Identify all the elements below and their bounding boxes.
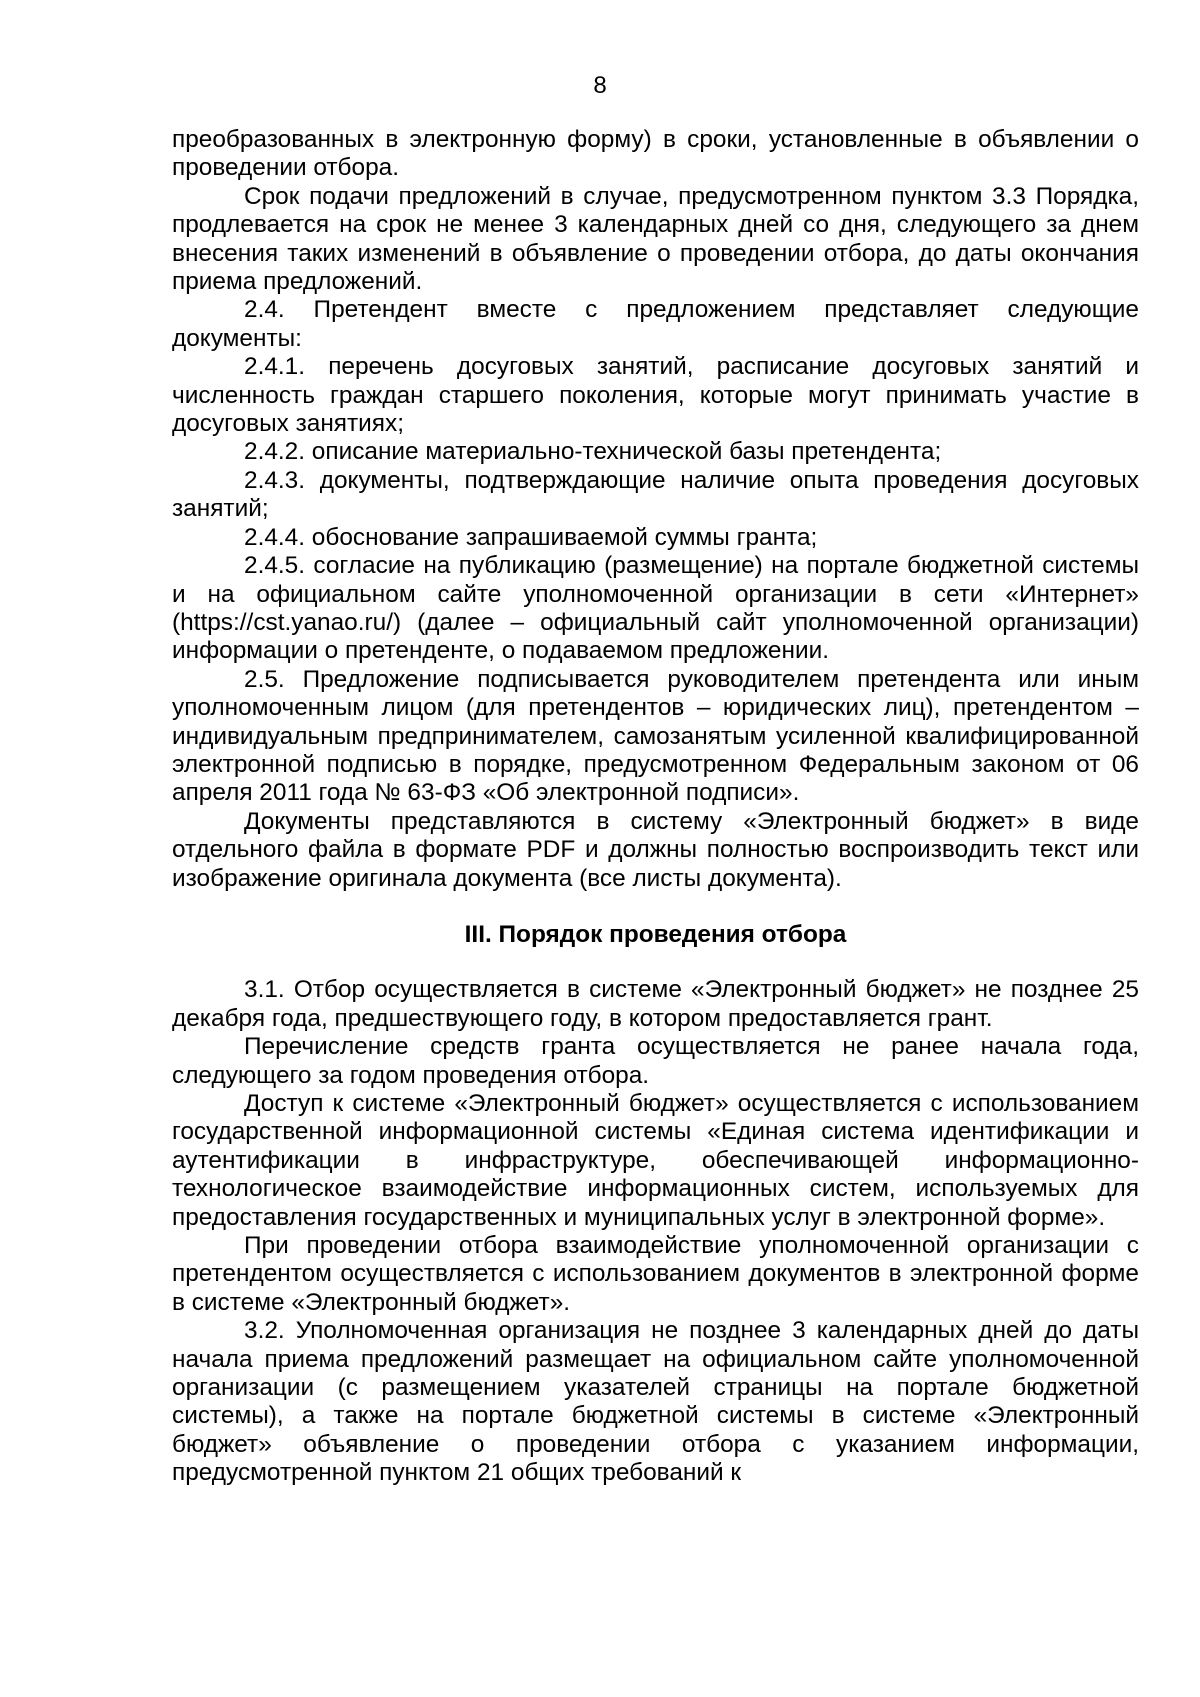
paragraph: 2.5. Предложение подписывается руководителем претендента или иным уполномоченным лицом (для претендентов – юридических лиц), претендентом – индивидуальным предпринимателем, самозанятым усиленной квалифицированной электронной подписью в порядке, предусмотренном Федеральным законом от 06 апреля 2011 года № 63-ФЗ «Об электронной подписи».	[172, 665, 1139, 807]
document-body	[172, 126, 1139, 1488]
paragraph: 2.4. Претендент вместе с предложением представляет следующие документы:	[172, 296, 1139, 352]
paragraph: Перечисление средств гранта осуществляется не ранее начала года, следующего за годом проведения отбора.	[172, 1033, 1139, 1089]
page-number: 8	[593, 72, 607, 99]
paragraph: 2.4.5. согласие на публикацию (размещение) на портале бюджетной системы и на официальном сайте уполномоченной организации в сети «Интернет» (https://cst.yanao.ru/) (далее – официальный сайт уполномоченной организации) информации о претенденте, о подаваемом предложении.	[172, 552, 1139, 665]
paragraph: 2.4.4. обоснование запрашиваемой суммы гранта;	[244, 523, 818, 551]
paragraph: Доступ к системе «Электронный бюджет» осуществляется с использованием государственной информационной системы «Единая система идентификации и аутентификации в инфраструктуре, обеспечивающей информационно-технологическое взаимодействие информационных систем, используемых для предоставления государственных и муниципальных услуг в электронной форме».	[172, 1090, 1139, 1231]
section-heading: III. Порядок проведения отбора	[464, 920, 847, 948]
paragraph: 2.4.2. описание материально-технической базы претендента;	[244, 438, 942, 466]
paragraph: 2.4.1. перечень досуговых занятий, расписание досуговых занятий и численность граждан старшего поколения, которые могут принимать участие в досуговых занятиях;	[172, 353, 1139, 438]
paragraph: преобразованных в электронную форму) в сроки, установленные в объявлении о проведении отбора.	[172, 126, 1139, 182]
paragraph: Срок подачи предложений в случае, предусмотренном пунктом 3.3 Порядка, продлевается на срок не менее 3 календарных дней со дня, следующего за днем внесения таких изменений в объявление о проведении отбора, до даты окончания приема предложений.	[172, 182, 1139, 296]
paragraph: 2.4.3. документы, подтверждающие наличие опыта проведения досуговых занятий;	[172, 466, 1139, 523]
paragraph: При проведении отбора взаимодействие уполномоченной организации с претендентом осуществляется с использованием документов в электронной форме в системе «Электронный бюджет».	[172, 1232, 1139, 1316]
paragraph: 3.1. Отбор осуществляется в системе «Электронный бюджет» не позднее 25 декабря года, предшествующего году, в котором предоставляется грант.	[172, 976, 1139, 1032]
paragraph: 3.2. Уполномоченная организация не позднее 3 календарных дней до даты начала приема предложений размещает на официальном сайте уполномоченной организации (с размещением указателей страницы на портале бюджетной системы), а также на портале бюджетной системы в системе «Электронный бюджет» объявление о проведении отбора с указанием информации, предусмотренной пунктом 21 общих требований к	[172, 1317, 1139, 1487]
paragraph: Документы представляются в систему «Электронный бюджет» в виде отдельного файла в формате PDF и должны полностью воспроизводить текст или изображение оригинала документа (все листы документа).	[172, 807, 1139, 892]
